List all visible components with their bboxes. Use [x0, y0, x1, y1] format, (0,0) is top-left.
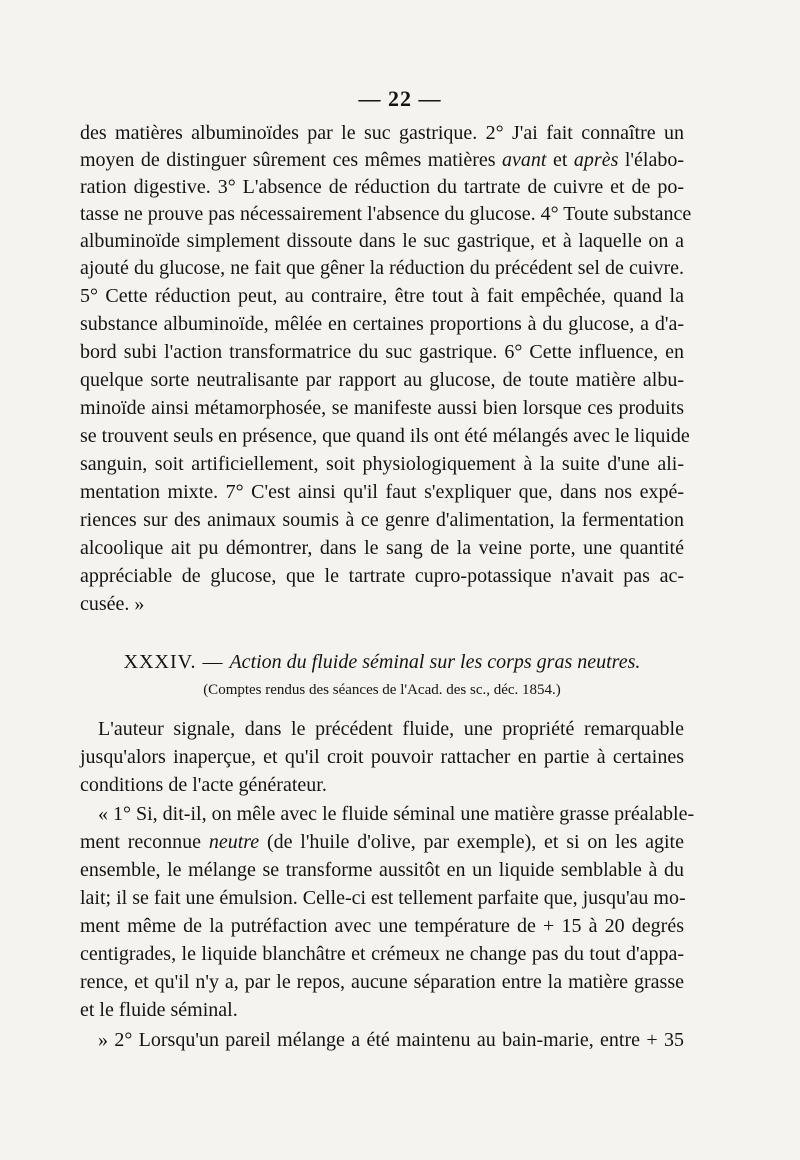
text-run: ment reconnue — [80, 831, 209, 853]
text-line: tasse ne prouve pas nécessairement l'absence du glucose. 4° Toute substance — [80, 203, 692, 225]
text-line: et le fluide séminal. — [80, 999, 238, 1021]
text-line: cusée. » — [80, 593, 145, 615]
text-line: minoïde ainsi métamorphosée, se manifeste aussi bien lorsque ces produits — [80, 397, 684, 419]
text-line: ment même de la putréfaction avec une température de + 15 à 20 degrés — [80, 915, 684, 937]
text-line: « 1° Si, dit-il, on mêle avec le fluide séminal une matière grasse préalable- — [98, 803, 695, 825]
italic-word: après — [573, 149, 619, 171]
section-heading — [80, 649, 684, 675]
text-line: ensemble, le mélange se transforme aussitôt en un liquide semblable à du — [80, 859, 684, 881]
text-line: » 2° Lorsqu'un pareil mélange a été maintenu au bain-marie, entre + 35 — [98, 1029, 684, 1051]
text-run: (de l'huile d'olive, par exemple), et si on les agite — [259, 831, 684, 853]
text-line: bord subi l'action transformatrice du suc gastrique. 6° Cette influence, en — [80, 341, 684, 363]
text-run: l'élabo- — [618, 149, 685, 171]
text-line: centigrades, le liquide blanchâtre et crémeux ne change pas du tout d'appa- — [80, 943, 684, 965]
text-line: jusqu'alors inaperçue, et qu'il croit pouvoir rattacher en partie à certaines — [80, 746, 684, 768]
text-run: moyen de distinguer sûrement ces mêmes matières — [80, 149, 503, 171]
text-line: sanguin, soit artificiellement, soit physiologiquement à la suite d'une ali- — [80, 453, 684, 475]
text-line: 5° Cette réduction peut, au contraire, être tout à fait empêchée, quand la — [80, 285, 684, 307]
text-run: et — [546, 149, 574, 171]
text-line: lait; il se fait une émulsion. Celle-ci est tellement parfaite que, jusqu'au mo- — [80, 887, 686, 909]
text-line: se trouvent seuls en présence, que quand ils ont été mélangés avec le liquide — [80, 425, 690, 447]
section-source: (Comptes rendus des séances de l'Acad. des sc., déc. 1854.) — [203, 682, 561, 698]
section-number: XXXIV. — — [123, 651, 230, 673]
text-line — [80, 147, 684, 173]
text-line: L'auteur signale, dans le précédent fluide, une propriété remarquable — [98, 718, 684, 740]
text-line: alcoolique ait pu démontrer, dans le sang de la veine porte, une quantité — [80, 537, 684, 559]
text-line: appréciable de glucose, que le tartrate cupro-potassique n'avait pas ac- — [80, 565, 684, 587]
text-line: riences sur des animaux soumis à ce genre d'alimentation, la fermentation — [80, 509, 684, 531]
section-title: Action du fluide séminal sur les corps gras neutres. — [229, 651, 641, 673]
text-line: conditions de l'acte générateur. — [80, 774, 327, 796]
italic-word: neutre — [208, 831, 260, 853]
text-line: albuminoïde simplement dissoute dans le suc gastrique, et à laquelle on a — [80, 230, 684, 252]
text-line: rence, et qu'il n'y a, par le repos, aucune séparation entre la matière grasse — [80, 971, 684, 993]
text-line: des matières albuminoïdes par le suc gastrique. 2° J'ai fait connaître un — [80, 122, 684, 144]
text-line: ajouté du glucose, ne fait que gêner la réduction du précédent sel de cuivre. — [80, 257, 684, 279]
text-line: ration digestive. 3° L'absence de réduction du tartrate de cuivre et de po- — [80, 176, 684, 198]
page-number: — 22 — — [358, 86, 442, 111]
text-line: quelque sorte neutralisante par rapport au glucose, de toute matière albu- — [80, 369, 684, 391]
text-line: substance albuminoïde, mêlée en certaines proportions à du glucose, a d'a- — [80, 313, 684, 335]
text-line: mentation mixte. 7° C'est ainsi qu'il faut s'expliquer que, dans nos expé- — [80, 481, 684, 503]
text-line — [80, 829, 684, 855]
italic-word: avant — [502, 149, 547, 171]
